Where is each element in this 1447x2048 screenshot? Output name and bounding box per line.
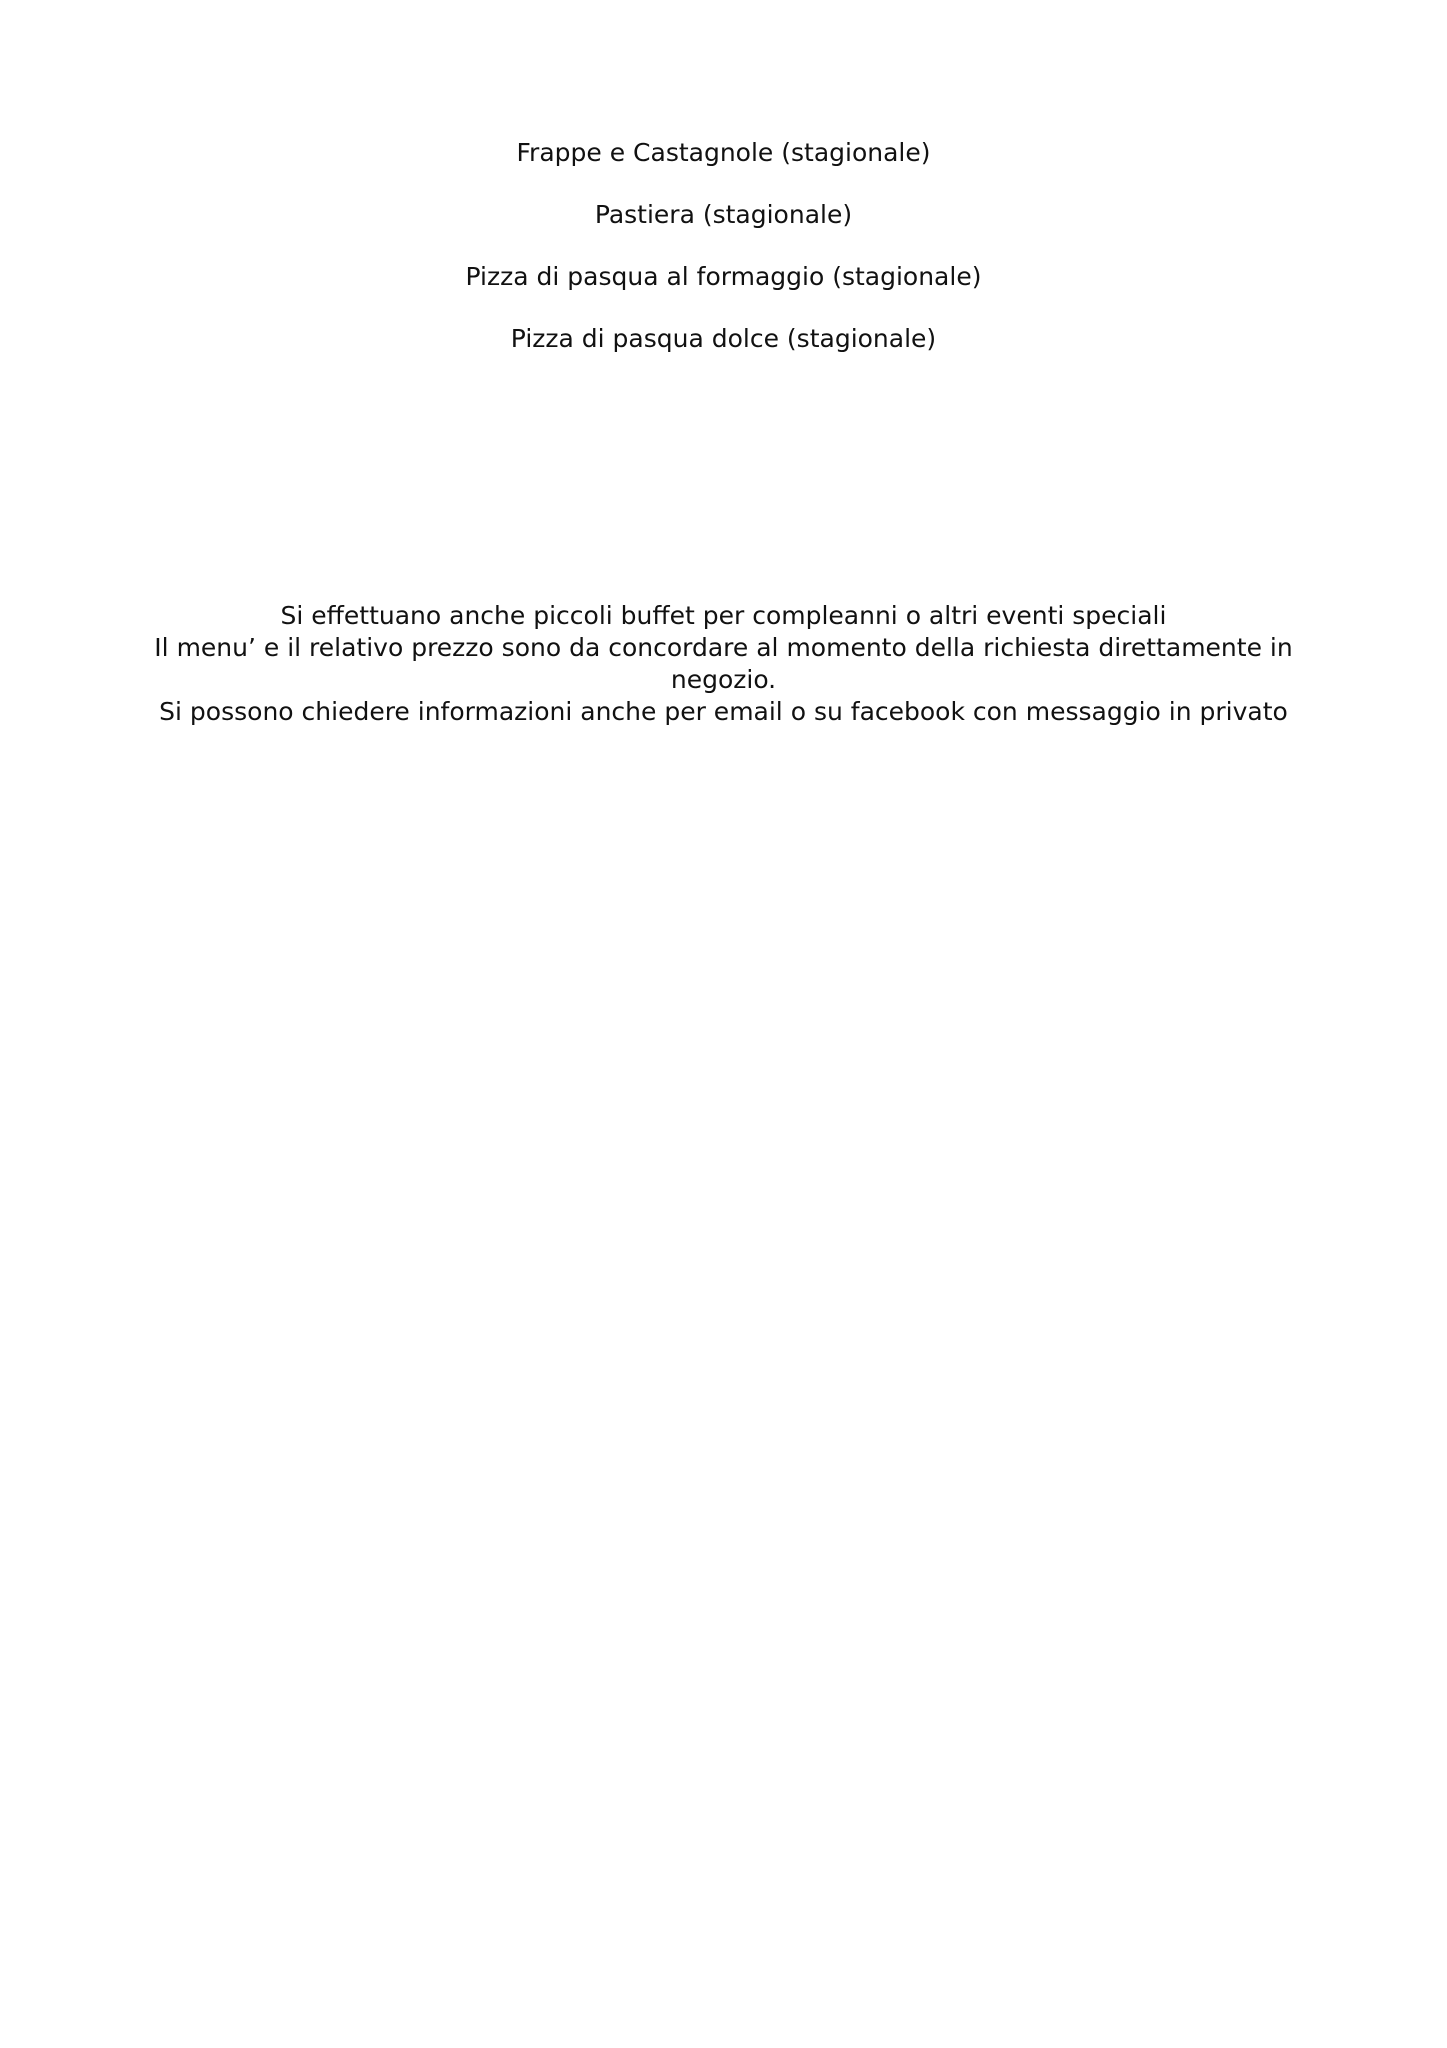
buffet-note-line: Si effettuano anche piccoli buffet per compleanni o altri eventi speciali: [280, 601, 1167, 630]
menu-item: Frappe e Castagnole (stagionale): [516, 138, 931, 167]
menu-item: Pastiera (stagionale): [594, 200, 853, 229]
contact-note-line: Si possono chiedere informazioni anche per email o su facebook con messaggio in privato: [159, 697, 1288, 726]
pricing-note-line: Il menu’ e il relativo prezzo sono da concordare al momento della richiesta direttamente in negozio.: [154, 633, 1293, 694]
menu-item: Pizza di pasqua dolce (stagionale): [510, 324, 937, 353]
menu-item: Pizza di pasqua al formaggio (stagionale): [465, 262, 982, 291]
buffet-notes: [150, 600, 1297, 728]
menu-list: [0, 136, 1447, 384]
